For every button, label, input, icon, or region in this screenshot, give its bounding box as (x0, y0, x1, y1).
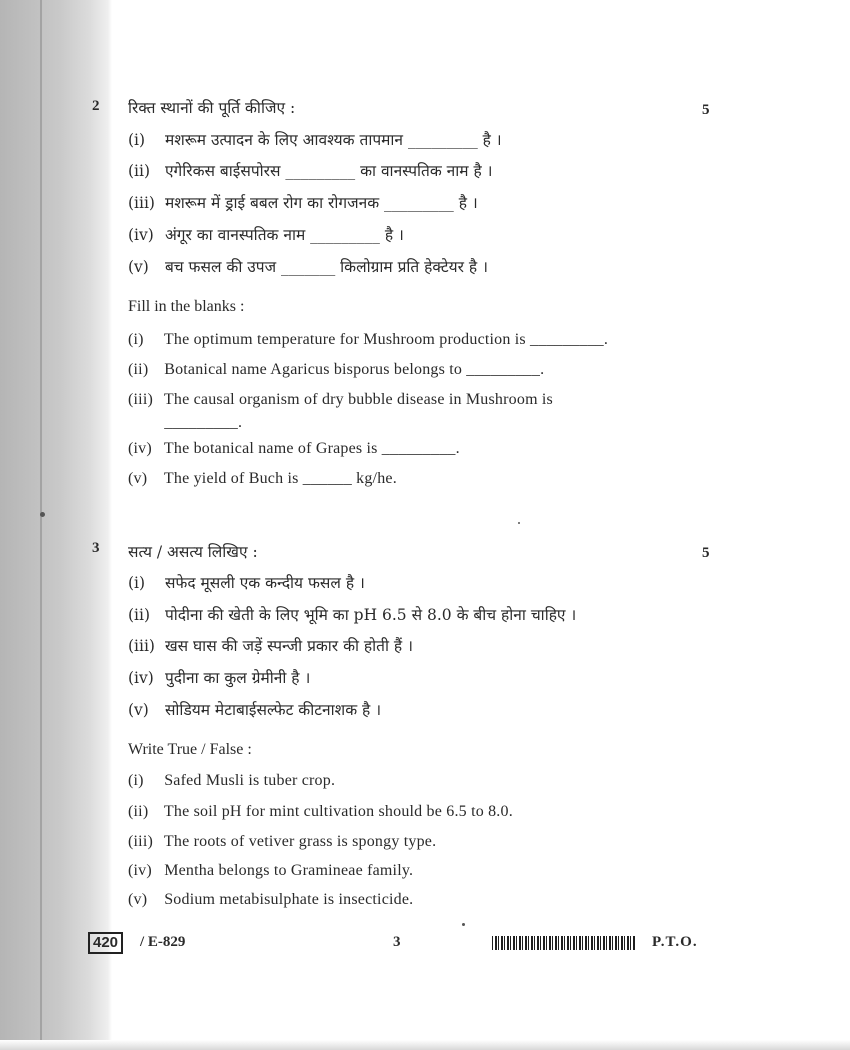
item-text: खस घास की जड़ें स्पन्जी प्रकार की होती हैं । (164, 637, 413, 655)
item-label: (v) (128, 258, 149, 276)
english-item (128, 803, 513, 821)
item-text: The optimum temperature for Mushroom production is _________. (163, 331, 609, 348)
english-instruction: Fill in the blanks : (128, 298, 245, 315)
hindi-item (128, 634, 413, 656)
page-footer (0, 932, 850, 956)
hindi-instruction: रिक्त स्थानों की पूर्ति कीजिए : (128, 99, 296, 117)
barcode-icon (492, 936, 636, 950)
hindi-item (128, 128, 502, 150)
page-bottom-edge (0, 1040, 850, 1050)
hindi-item (128, 666, 310, 688)
item-text: सफेद मूसली एक कन्दीय फसल है । (164, 574, 365, 592)
item-label: (iii) (128, 833, 153, 850)
item-label: (iv) (128, 862, 152, 879)
paper-code: / E-829 (140, 934, 186, 950)
item-text: मशरूम में ड्राई बबल रोग का रोगजनक _________ है । (164, 194, 478, 212)
item-text: The soil pH for mint cultivation should be 6.5 to 8.0. (163, 803, 513, 820)
item-label: (v) (128, 470, 148, 487)
hindi-item (128, 698, 381, 720)
hindi-item (128, 191, 478, 213)
item-label: (iv) (128, 669, 154, 687)
item-text: Botanical name Agaricus bisporus belongs to _________. (164, 361, 545, 378)
item-text: अंगूर का वानस्पतिक नाम _________ है । (164, 226, 404, 244)
item-text: मशरूम उत्पादन के लिए आवश्यक तापमान _________ है । (164, 131, 502, 149)
question-number: 2 (92, 98, 100, 114)
english-item-continuation (128, 414, 242, 432)
english-item (128, 772, 335, 790)
pto-label: P.T.O. (652, 934, 698, 950)
item-label: (v) (128, 891, 148, 908)
hindi-instruction: सत्य / असत्य लिखिए : (128, 543, 258, 561)
item-label: (iii) (128, 194, 155, 212)
scan-speck (518, 522, 520, 524)
hindi-item (128, 603, 576, 625)
hindi-item (128, 223, 404, 245)
item-label: (i) (128, 772, 144, 789)
scan-speck (462, 923, 465, 926)
english-item (128, 862, 413, 880)
item-label: (iv) (128, 226, 154, 244)
item-label: (i) (128, 574, 146, 592)
item-text: पुदीना का कुल ग्रेमीनी है । (164, 669, 311, 687)
question-number: 3 (92, 540, 100, 556)
english-item (128, 391, 553, 409)
hindi-item (128, 571, 365, 593)
english-item (128, 470, 397, 488)
item-text: The yield of Buch is ______ kg/he. (163, 470, 397, 487)
scan-speck (40, 512, 45, 517)
item-text: पोदीना की खेती के लिए भूमि का pH 6.5 से 8.0 के बीच होना चाहिए । (164, 606, 577, 624)
hindi-item (128, 255, 488, 277)
item-label: (i) (128, 131, 146, 149)
item-text: एगेरिकस बाईसपोरस _________ का वानस्पतिक नाम है । (164, 162, 493, 180)
english-item (128, 331, 608, 349)
item-label: (ii) (128, 162, 151, 180)
item-label: (iii) (128, 391, 153, 408)
page-code-box: 420 (88, 932, 123, 954)
english-instruction: Write True / False : (128, 741, 252, 758)
english-item (128, 833, 436, 851)
item-label: (v) (128, 701, 149, 719)
item-label: (iv) (128, 440, 152, 457)
scan-binding-shadow (0, 0, 112, 1050)
item-text: The causal organism of dry bubble disease in Mushroom is (163, 391, 553, 408)
item-label: (ii) (128, 361, 149, 378)
english-item (128, 440, 460, 458)
hindi-item (128, 159, 493, 181)
english-item (128, 361, 544, 379)
item-label: (ii) (128, 606, 151, 624)
item-text: सोडियम मेटाबाईसल्फेट कीटनाशक है । (164, 701, 382, 719)
page-number: 3 (393, 934, 401, 950)
english-item (128, 891, 413, 909)
item-text: Mentha belongs to Gramineae family. (164, 862, 414, 879)
item-text: Safed Musli is tuber crop. (164, 772, 336, 789)
item-text: Sodium metabisulphate is insecticide. (164, 891, 414, 908)
item-text: _________. (164, 414, 243, 431)
item-label: (iii) (128, 637, 155, 655)
item-label: (i) (128, 331, 144, 348)
question-marks: 5 (702, 545, 710, 561)
item-text: The botanical name of Grapes is _________. (163, 440, 460, 457)
item-label: (ii) (128, 803, 149, 820)
item-text: बच फसल की उपज _______ किलोग्राम प्रति हेक्टेयर है । (164, 258, 488, 276)
item-text: The roots of vetiver grass is spongy type. (163, 833, 437, 850)
question-marks: 5 (702, 102, 710, 118)
page-edge-line (40, 0, 42, 1050)
